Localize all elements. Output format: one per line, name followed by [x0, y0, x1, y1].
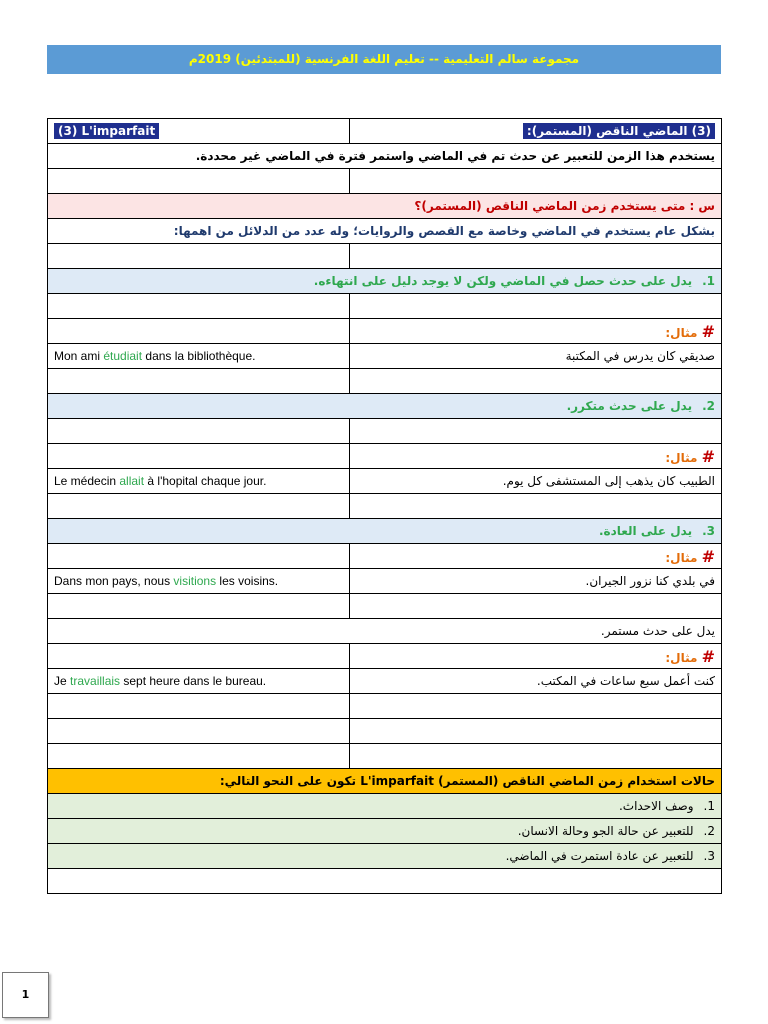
continuous-heading: يدل على حدث مستمر. [48, 619, 722, 644]
section-1-text: يدل على حدث حصل في الماضي ولكن لا يوجد دليل على انتهاءه. [313, 274, 693, 288]
section-3-heading-row [48, 519, 722, 544]
hash-icon: # [701, 646, 715, 666]
verb-highlight: travaillais [70, 674, 121, 688]
empty-row [48, 419, 722, 444]
example-label: # مثال: [350, 644, 722, 669]
empty-row [48, 869, 722, 894]
section-2-number: 2. [702, 399, 715, 413]
verb-highlight: étudiait [103, 349, 143, 363]
case-item-row [48, 844, 722, 869]
empty-row [48, 594, 722, 619]
case-item-2: 2.للتعبير عن حالة الجو وحالة الانسان. [48, 819, 722, 844]
empty-row [48, 744, 722, 769]
example-1-french: Mon ami étudiait dans la bibliothèque. [48, 344, 350, 369]
question-row [48, 194, 722, 219]
page-number: 1 [2, 972, 49, 1018]
general-row [48, 219, 722, 244]
example-4-french: Je travaillais sept heure dans le bureau. [48, 669, 350, 694]
section-3-text: يدل على العادة. [598, 524, 693, 538]
example-label: # مثال: [350, 319, 722, 344]
section-2-heading-row [48, 394, 722, 419]
title-french-cell [48, 119, 350, 144]
example-3-french: Dans mon pays, nous visitions les voisins. [48, 569, 350, 594]
example-2-arabic: الطبيب كان يذهب إلى المستشفى كل يوم. [350, 469, 722, 494]
general-text: بشكل عام يستخدم في الماضي وخاصة مع القصص والروايات؛ وله عدد من الدلائل من اهمها: [48, 219, 722, 244]
example-1-row [48, 344, 722, 369]
continuous-heading-row [48, 619, 722, 644]
intro-row [48, 144, 722, 169]
empty-row [48, 169, 722, 194]
empty-row [48, 294, 722, 319]
verb-highlight: allait [119, 474, 145, 488]
hash-icon: # [701, 321, 715, 341]
example-3-arabic: في بلدي كنا نزور الجيران. [350, 569, 722, 594]
title-arabic-cell [350, 119, 722, 144]
empty-row [48, 494, 722, 519]
example-label: # مثال: [350, 544, 722, 569]
example-label-row [48, 644, 722, 669]
example-4-row [48, 669, 722, 694]
case-item-3: 3.للتعبير عن عادة استمرت في الماضي. [48, 844, 722, 869]
example-label-row [48, 444, 722, 469]
section-1-heading-row [48, 269, 722, 294]
case-item-row [48, 794, 722, 819]
section-2-heading [48, 394, 722, 419]
empty-row [48, 719, 722, 744]
title-row [48, 119, 722, 144]
title-arabic: (3) الماضي الناقص (المستمر): [523, 123, 715, 139]
hash-icon: # [701, 546, 715, 566]
lesson-table [47, 118, 722, 894]
section-3-number: 3. [702, 524, 715, 538]
example-label-row [48, 319, 722, 344]
cases-heading-row [48, 769, 722, 794]
example-2-french: Le médecin allait à l'hopital chaque jour. [48, 469, 350, 494]
section-2-text: يدل على حدث متكرر. [566, 399, 693, 413]
example-4-arabic: كنت أعمل سبع ساعات في المكتب. [350, 669, 722, 694]
verb-highlight: visitions [173, 574, 217, 588]
example-label-row [48, 544, 722, 569]
empty-row [48, 244, 722, 269]
example-1-arabic: صديقي كان يدرس في المكتبة [350, 344, 722, 369]
example-label: # مثال: [350, 444, 722, 469]
example-2-row [48, 469, 722, 494]
section-1-number: 1. [702, 274, 715, 288]
title-french: (3) L'imparfait [54, 123, 159, 139]
case-item-1: 1.وصف الاحداث. [48, 794, 722, 819]
section-1-heading [48, 269, 722, 294]
empty-row [48, 369, 722, 394]
empty-row [48, 694, 722, 719]
case-item-row [48, 819, 722, 844]
section-3-heading [48, 519, 722, 544]
hash-icon: # [701, 446, 715, 466]
header-banner: مجموعة سالم التعليمية -- تعليم اللغة الفرنسية (للمبتدئين) 2019م [47, 45, 721, 74]
example-3-row [48, 569, 722, 594]
question-text: س : متى يستخدم زمن الماضي الناقص (المستمر)؟ [48, 194, 722, 219]
intro-text: يستخدم هذا الزمن للتعبير عن حدث تم في الماضي واستمر فترة في الماضي غير محددة. [48, 144, 722, 169]
cases-heading: حالات استخدام زمن الماضي الناقص (المستمر) L'imparfait تكون على النحو التالي: [48, 769, 722, 794]
